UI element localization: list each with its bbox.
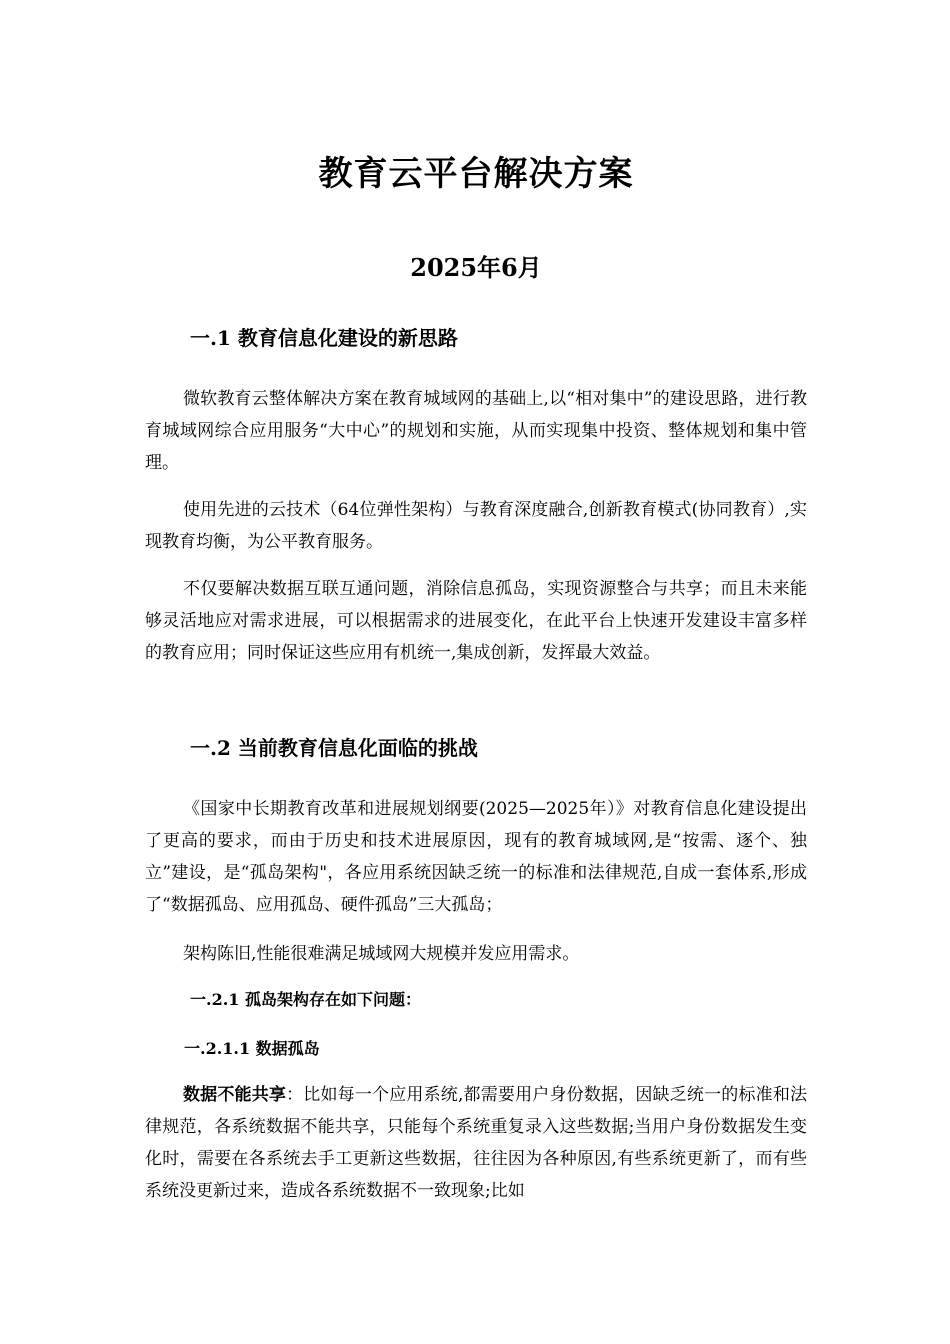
document-date: 2025年6月 [410, 253, 542, 282]
section-2-paragraph-2: 架构陈旧,性能很难满足城域网大规模并发应用需求。 [183, 944, 580, 964]
section-heading-2: 一.2 当前教育信息化面临的挑战 [190, 736, 478, 760]
subsubsection-heading: 一.2.1.1 数据孤岛 [184, 1039, 320, 1058]
subsection-heading: 一.2.1 孤岛架构存在如下问题： [190, 990, 421, 1009]
section-heading-1: 一.1 教育信息化建设的新思路 [190, 326, 458, 350]
bold-lead-text: 数据不能共享 [183, 1085, 287, 1105]
lead-colon: ： [286, 1085, 304, 1105]
section-1-paragraph-2: 使用先进的云技术（64位弹性架构）与教育深度融合,创新教育模式(协同教育）,实现教育均衡，为公平教育服务。 [145, 500, 807, 552]
section-1-paragraph-3: 不仅要解决数据互联互通问题，消除信息孤岛，实现资源整合与共享；而且未来能够灵活地应对需求进展，可以根据需求的进展变化，在此平台上快速开发建设丰富多样的教育应用；同时保证这些应用有机统一,集成创新，发挥最大效益。 [145, 579, 807, 663]
section-1-paragraph-1: 微软教育云整体解决方案在教育城域网的基础上,以“相对集中”的建设思路，进行教育城域网综合应用服务“大中心”的规划和实施，从而实现集中投资、整体规划和集中管理。 [145, 389, 807, 473]
subsection-paragraph [145, 1079, 807, 1207]
document-title: 教育云平台解决方案 [318, 154, 634, 194]
section-2-paragraph-1: 《国家中长期教育改革和进展规划纲要(2025—2025年）》对教育信息化建设提出了更高的要求，而由于历史和技术进展原因，现有的教育城域网,是“按需、逐个、独立”建设，是“孤岛架构"，各应用系统因缺乏统一的标准和法律规范,自成一套体系,形成了“数据孤岛、应用孤岛、硬件孤岛”三大孤岛； [145, 799, 807, 915]
subsection-body-text: 比如每一个应用系统,都需要用户身份数据，因缺乏统一的标准和法律规范，各系统数据不能共享，只能每个系统重复录入这些数据;当用户身份数据发生变化时，需要在各系统去手工更新这些数据，往往因为各种原因,有些系统更新了，而有些系统没更新过来，造成各系统数据不一致现象;比如 [145, 1085, 808, 1201]
